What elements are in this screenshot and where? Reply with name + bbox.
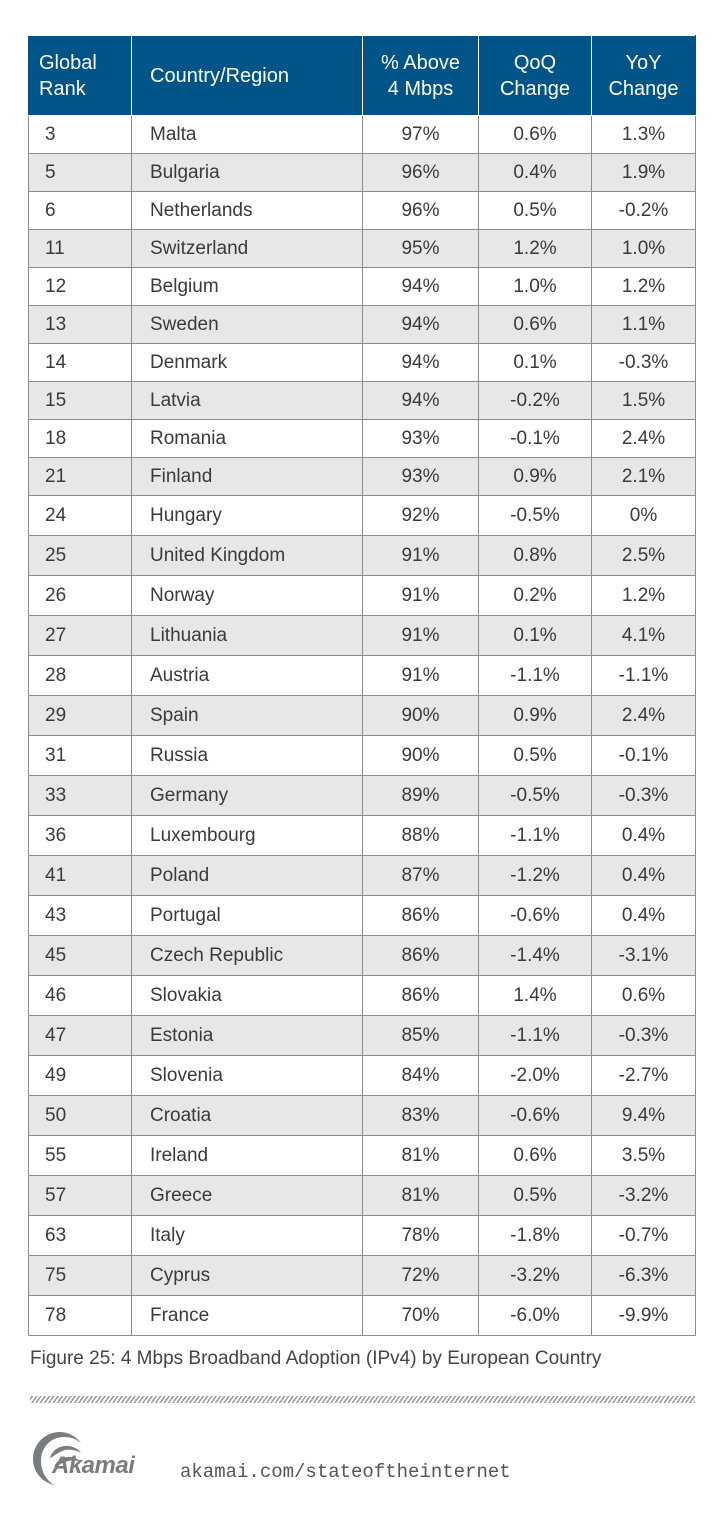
cell-qoq-change: 0.2% <box>479 576 592 616</box>
cell-qoq-change: 0.8% <box>479 536 592 576</box>
cell-qoq-change: 1.2% <box>479 230 592 268</box>
cell-yoy-change: 1.2% <box>592 576 696 616</box>
cell-percent-above: 95% <box>363 230 479 268</box>
cell-qoq-change: 0.5% <box>479 1176 592 1216</box>
cell-global-rank: 57 <box>29 1176 132 1216</box>
cell-qoq-change: -1.1% <box>479 1016 592 1056</box>
cell-global-rank: 3 <box>29 116 132 154</box>
cell-percent-above: 91% <box>363 536 479 576</box>
table-body <box>29 116 696 1336</box>
header-qoq-change-line2: Change <box>499 77 571 100</box>
cell-yoy-change: 3.5% <box>592 1136 696 1176</box>
cell-qoq-change: -0.2% <box>479 382 592 420</box>
cell-percent-above: 86% <box>363 896 479 936</box>
cell-percent-above: 97% <box>363 116 479 154</box>
cell-yoy-change: 0.6% <box>592 976 696 1016</box>
header-percent-above <box>363 36 479 116</box>
table-row <box>29 268 696 306</box>
table-row <box>29 976 696 1016</box>
cell-qoq-change: 1.4% <box>479 976 592 1016</box>
cell-global-rank: 14 <box>29 344 132 382</box>
figure-caption: Figure 25: 4 Mbps Broadband Adoption (IPv4) by European Country <box>30 1348 602 1369</box>
cell-qoq-change: -0.5% <box>479 776 592 816</box>
cell-yoy-change: 1.0% <box>592 230 696 268</box>
cell-yoy-change: 0.4% <box>592 856 696 896</box>
cell-global-rank: 45 <box>29 936 132 976</box>
cell-country-region: Netherlands <box>132 192 363 230</box>
cell-percent-above: 86% <box>363 976 479 1016</box>
cell-percent-above: 96% <box>363 192 479 230</box>
cell-country-region: Finland <box>132 458 363 496</box>
cell-country-region: Ireland <box>132 1136 363 1176</box>
cell-country-region: Estonia <box>132 1016 363 1056</box>
cell-country-region: Germany <box>132 776 363 816</box>
cell-percent-above: 93% <box>363 458 479 496</box>
cell-global-rank: 55 <box>29 1136 132 1176</box>
cell-country-region: Slovakia <box>132 976 363 1016</box>
header-qoq-change <box>479 36 592 116</box>
cell-global-rank: 5 <box>29 154 132 192</box>
cell-yoy-change: -0.3% <box>592 344 696 382</box>
cell-country-region: Luxembourg <box>132 816 363 856</box>
broadband-adoption-table <box>28 35 696 1336</box>
table-row <box>29 776 696 816</box>
cell-global-rank: 46 <box>29 976 132 1016</box>
cell-qoq-change: 1.0% <box>479 268 592 306</box>
cell-global-rank: 75 <box>29 1256 132 1296</box>
cell-percent-above: 91% <box>363 616 479 656</box>
table-row <box>29 306 696 344</box>
cell-qoq-change: -1.1% <box>479 656 592 696</box>
cell-country-region: Malta <box>132 116 363 154</box>
header-percent-above-line1: % Above <box>381 51 460 74</box>
cell-yoy-change: 2.5% <box>592 536 696 576</box>
akamai-logo-text: Akamai <box>52 1452 135 1479</box>
cell-qoq-change: -1.2% <box>479 856 592 896</box>
table-row <box>29 1096 696 1136</box>
header-yoy-change-line1: YoY <box>625 51 662 74</box>
table-row <box>29 896 696 936</box>
cell-global-rank: 25 <box>29 536 132 576</box>
cell-yoy-change: 2.1% <box>592 458 696 496</box>
cell-qoq-change: -0.5% <box>479 496 592 536</box>
cell-yoy-change: -0.2% <box>592 192 696 230</box>
table-row <box>29 1136 696 1176</box>
cell-country-region: Slovenia <box>132 1056 363 1096</box>
cell-yoy-change: 1.3% <box>592 116 696 154</box>
cell-global-rank: 29 <box>29 696 132 736</box>
cell-qoq-change: 0.6% <box>479 306 592 344</box>
cell-percent-above: 90% <box>363 696 479 736</box>
cell-country-region: Latvia <box>132 382 363 420</box>
cell-percent-above: 87% <box>363 856 479 896</box>
cell-percent-above: 85% <box>363 1016 479 1056</box>
cell-global-rank: 26 <box>29 576 132 616</box>
cell-yoy-change: -2.7% <box>592 1056 696 1096</box>
cell-qoq-change: -1.4% <box>479 936 592 976</box>
header-global-rank-line1: Global <box>39 51 97 74</box>
cell-qoq-change: 0.5% <box>479 192 592 230</box>
cell-percent-above: 72% <box>363 1256 479 1296</box>
table-row <box>29 1016 696 1056</box>
header-global-rank <box>29 36 132 116</box>
table-row <box>29 1056 696 1096</box>
cell-global-rank: 63 <box>29 1216 132 1256</box>
cell-country-region: Belgium <box>132 268 363 306</box>
cell-global-rank: 21 <box>29 458 132 496</box>
cell-yoy-change: -0.7% <box>592 1216 696 1256</box>
cell-yoy-change: 1.5% <box>592 382 696 420</box>
cell-percent-above: 81% <box>363 1176 479 1216</box>
table-row <box>29 1176 696 1216</box>
table-row <box>29 192 696 230</box>
cell-country-region: Bulgaria <box>132 154 363 192</box>
cell-global-rank: 11 <box>29 230 132 268</box>
cell-yoy-change: -0.1% <box>592 736 696 776</box>
cell-percent-above: 78% <box>363 1216 479 1256</box>
cell-country-region: Hungary <box>132 496 363 536</box>
header-global-rank-line2: Rank <box>39 77 86 100</box>
cell-global-rank: 15 <box>29 382 132 420</box>
cell-qoq-change: 0.4% <box>479 154 592 192</box>
cell-qoq-change: 0.1% <box>479 344 592 382</box>
cell-global-rank: 18 <box>29 420 132 458</box>
table-header <box>29 36 696 116</box>
cell-qoq-change: -2.0% <box>479 1056 592 1096</box>
table-row <box>29 496 696 536</box>
cell-percent-above: 92% <box>363 496 479 536</box>
cell-qoq-change: -3.2% <box>479 1256 592 1296</box>
cell-country-region: Greece <box>132 1176 363 1216</box>
cell-global-rank: 33 <box>29 776 132 816</box>
cell-percent-above: 86% <box>363 936 479 976</box>
cell-country-region: Croatia <box>132 1096 363 1136</box>
cell-country-region: Switzerland <box>132 230 363 268</box>
cell-qoq-change: -0.6% <box>479 896 592 936</box>
cell-yoy-change: -0.3% <box>592 776 696 816</box>
cell-global-rank: 13 <box>29 306 132 344</box>
akamai-logo <box>30 1428 160 1488</box>
cell-percent-above: 91% <box>363 576 479 616</box>
cell-yoy-change: -0.3% <box>592 1016 696 1056</box>
table-row <box>29 1216 696 1256</box>
cell-country-region: France <box>132 1296 363 1336</box>
cell-country-region: Austria <box>132 656 363 696</box>
cell-country-region: Russia <box>132 736 363 776</box>
cell-yoy-change: -1.1% <box>592 656 696 696</box>
table-row <box>29 856 696 896</box>
cell-global-rank: 49 <box>29 1056 132 1096</box>
cell-global-rank: 43 <box>29 896 132 936</box>
table-row <box>29 1296 696 1336</box>
cell-global-rank: 24 <box>29 496 132 536</box>
table-row <box>29 616 696 656</box>
header-row <box>29 36 696 116</box>
table-row <box>29 536 696 576</box>
header-yoy-change <box>592 36 696 116</box>
cell-percent-above: 93% <box>363 420 479 458</box>
table-row <box>29 344 696 382</box>
cell-percent-above: 90% <box>363 736 479 776</box>
cell-qoq-change: 0.9% <box>479 696 592 736</box>
cell-country-region: Spain <box>132 696 363 736</box>
cell-qoq-change: -0.1% <box>479 420 592 458</box>
cell-country-region: Czech Republic <box>132 936 363 976</box>
header-qoq-change-line1: QoQ <box>513 51 557 74</box>
cell-yoy-change: 1.1% <box>592 306 696 344</box>
cell-global-rank: 28 <box>29 656 132 696</box>
cell-yoy-change: 1.9% <box>592 154 696 192</box>
cell-percent-above: 84% <box>363 1056 479 1096</box>
cell-percent-above: 88% <box>363 816 479 856</box>
cell-percent-above: 94% <box>363 306 479 344</box>
cell-yoy-change: -3.1% <box>592 936 696 976</box>
cell-qoq-change: -6.0% <box>479 1296 592 1336</box>
cell-yoy-change: -3.2% <box>592 1176 696 1216</box>
cell-percent-above: 94% <box>363 382 479 420</box>
cell-global-rank: 6 <box>29 192 132 230</box>
cell-yoy-change: 4.1% <box>592 616 696 656</box>
cell-percent-above: 96% <box>363 154 479 192</box>
cell-global-rank: 12 <box>29 268 132 306</box>
cell-country-region: Italy <box>132 1216 363 1256</box>
cell-country-region: Lithuania <box>132 616 363 656</box>
cell-country-region: Poland <box>132 856 363 896</box>
cell-country-region: Denmark <box>132 344 363 382</box>
table-row <box>29 936 696 976</box>
table-row <box>29 382 696 420</box>
table-row <box>29 420 696 458</box>
table-row <box>29 696 696 736</box>
cell-qoq-change: 0.6% <box>479 116 592 154</box>
cell-global-rank: 50 <box>29 1096 132 1136</box>
cell-country-region: Romania <box>132 420 363 458</box>
header-percent-above-line2: 4 Mbps <box>387 77 454 100</box>
table-row <box>29 736 696 776</box>
cell-percent-above: 91% <box>363 656 479 696</box>
cell-percent-above: 70% <box>363 1296 479 1336</box>
cell-qoq-change: 0.5% <box>479 736 592 776</box>
cell-country-region: Norway <box>132 576 363 616</box>
cell-percent-above: 94% <box>363 268 479 306</box>
footer-url-link[interactable]: akamai.com/stateoftheinternet <box>180 1461 511 1483</box>
cell-global-rank: 27 <box>29 616 132 656</box>
cell-global-rank: 78 <box>29 1296 132 1336</box>
cell-yoy-change: 2.4% <box>592 696 696 736</box>
header-country-region-label: Country/Region <box>150 64 289 87</box>
footer <box>30 1428 695 1488</box>
cell-yoy-change: 0.4% <box>592 896 696 936</box>
cell-global-rank: 47 <box>29 1016 132 1056</box>
cell-yoy-change: 2.4% <box>592 420 696 458</box>
hatched-divider <box>30 1396 695 1403</box>
data-table-container <box>28 35 695 1336</box>
cell-yoy-change: -9.9% <box>592 1296 696 1336</box>
cell-qoq-change: 0.6% <box>479 1136 592 1176</box>
cell-qoq-change: -1.1% <box>479 816 592 856</box>
cell-percent-above: 83% <box>363 1096 479 1136</box>
table-row <box>29 576 696 616</box>
cell-qoq-change: -0.6% <box>479 1096 592 1136</box>
cell-country-region: Portugal <box>132 896 363 936</box>
table-row <box>29 154 696 192</box>
cell-percent-above: 94% <box>363 344 479 382</box>
table-row <box>29 458 696 496</box>
cell-country-region: United Kingdom <box>132 536 363 576</box>
header-country-region <box>132 36 363 116</box>
cell-country-region: Cyprus <box>132 1256 363 1296</box>
cell-percent-above: 81% <box>363 1136 479 1176</box>
cell-yoy-change: 9.4% <box>592 1096 696 1136</box>
table-row <box>29 656 696 696</box>
cell-yoy-change: 1.2% <box>592 268 696 306</box>
cell-global-rank: 36 <box>29 816 132 856</box>
table-row <box>29 1256 696 1296</box>
table-row <box>29 116 696 154</box>
table-row <box>29 816 696 856</box>
cell-qoq-change: 0.9% <box>479 458 592 496</box>
cell-yoy-change: 0% <box>592 496 696 536</box>
cell-yoy-change: 0.4% <box>592 816 696 856</box>
cell-country-region: Sweden <box>132 306 363 344</box>
cell-yoy-change: -6.3% <box>592 1256 696 1296</box>
table-row <box>29 230 696 268</box>
cell-qoq-change: 0.1% <box>479 616 592 656</box>
cell-global-rank: 41 <box>29 856 132 896</box>
header-yoy-change-line2: Change <box>608 77 679 100</box>
cell-qoq-change: -1.8% <box>479 1216 592 1256</box>
cell-percent-above: 89% <box>363 776 479 816</box>
cell-global-rank: 31 <box>29 736 132 776</box>
